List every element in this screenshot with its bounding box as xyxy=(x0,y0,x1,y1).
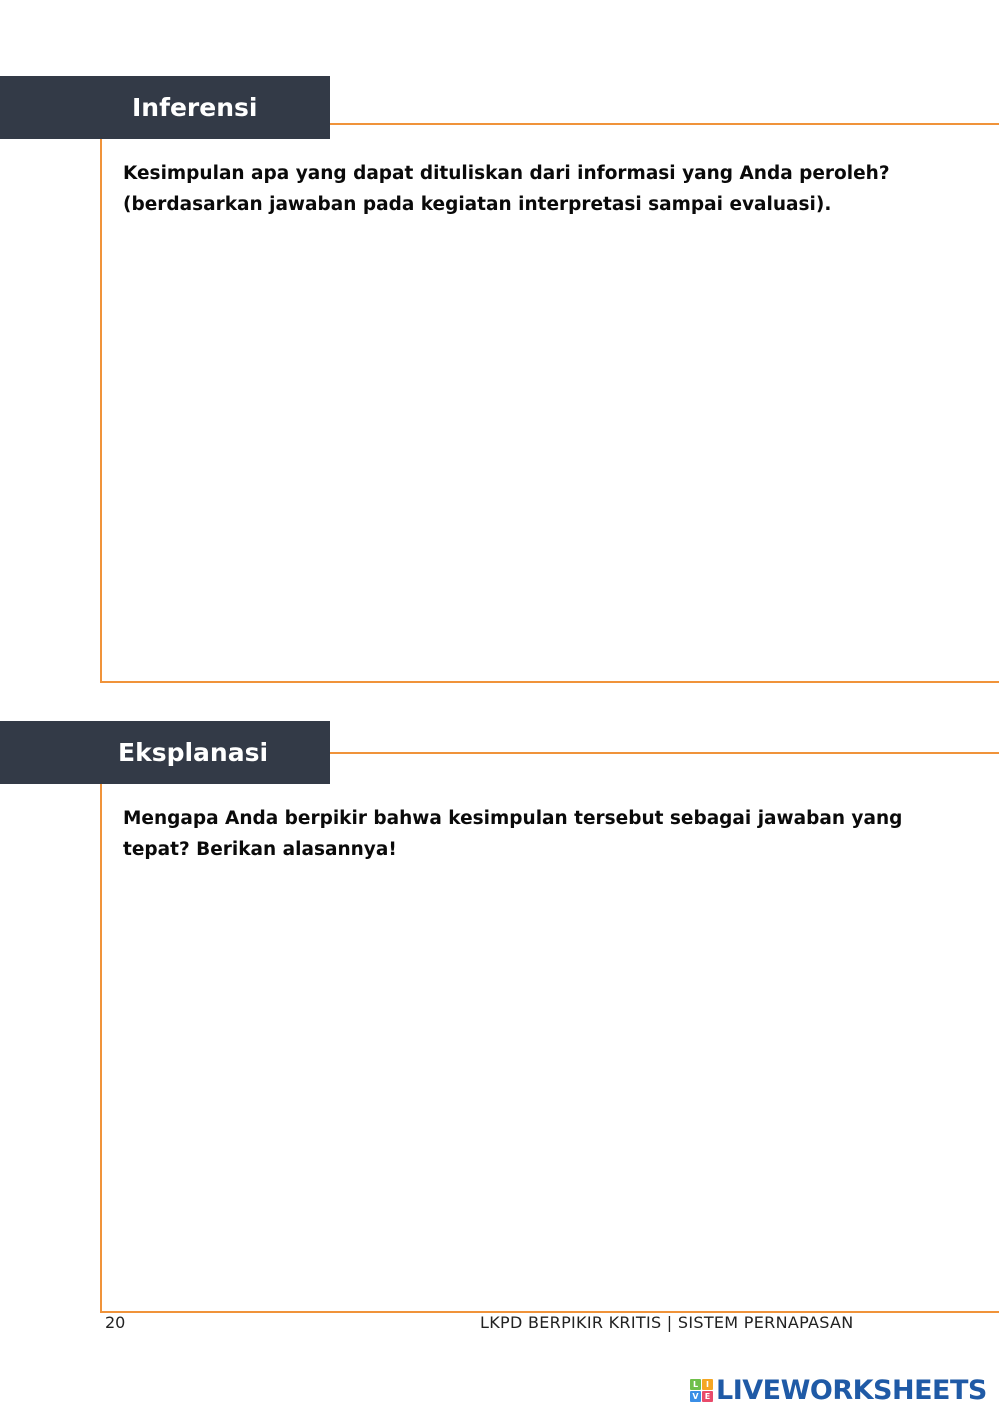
logo-grid-icon xyxy=(690,1379,713,1402)
eksplanasi-question: Mengapa Anda berpikir bahwa kesimpulan tersebut sebagai jawaban yang tepat? Berikan alasannya! xyxy=(123,808,903,860)
eksplanasi-answer-input[interactable] xyxy=(123,875,969,1294)
footer-title: LKPD BERPIKIR KRITIS | SISTEM PERNAPASAN xyxy=(480,1313,854,1332)
inferensi-section-title: Inferensi xyxy=(0,76,330,139)
logo-grid-letter: E xyxy=(702,1391,713,1402)
logo-grid-letter: I xyxy=(702,1379,713,1390)
inferensi-answer-input[interactable] xyxy=(123,230,969,664)
logo-grid-letter: V xyxy=(690,1391,701,1402)
logo-grid-letter: L xyxy=(690,1379,701,1390)
liveworksheets-logo xyxy=(690,1375,987,1406)
inferensi-question: Kesimpulan apa yang dapat dituliskan dari informasi yang Anda peroleh? (berdasarkan jawaban pada kegiatan interpretasi sampai evaluasi). xyxy=(123,163,890,215)
page-number: 20 xyxy=(105,1313,126,1332)
logo-text: LIVEWORKSHEETS xyxy=(716,1375,987,1406)
eksplanasi-section-title: Eksplanasi xyxy=(0,721,330,784)
